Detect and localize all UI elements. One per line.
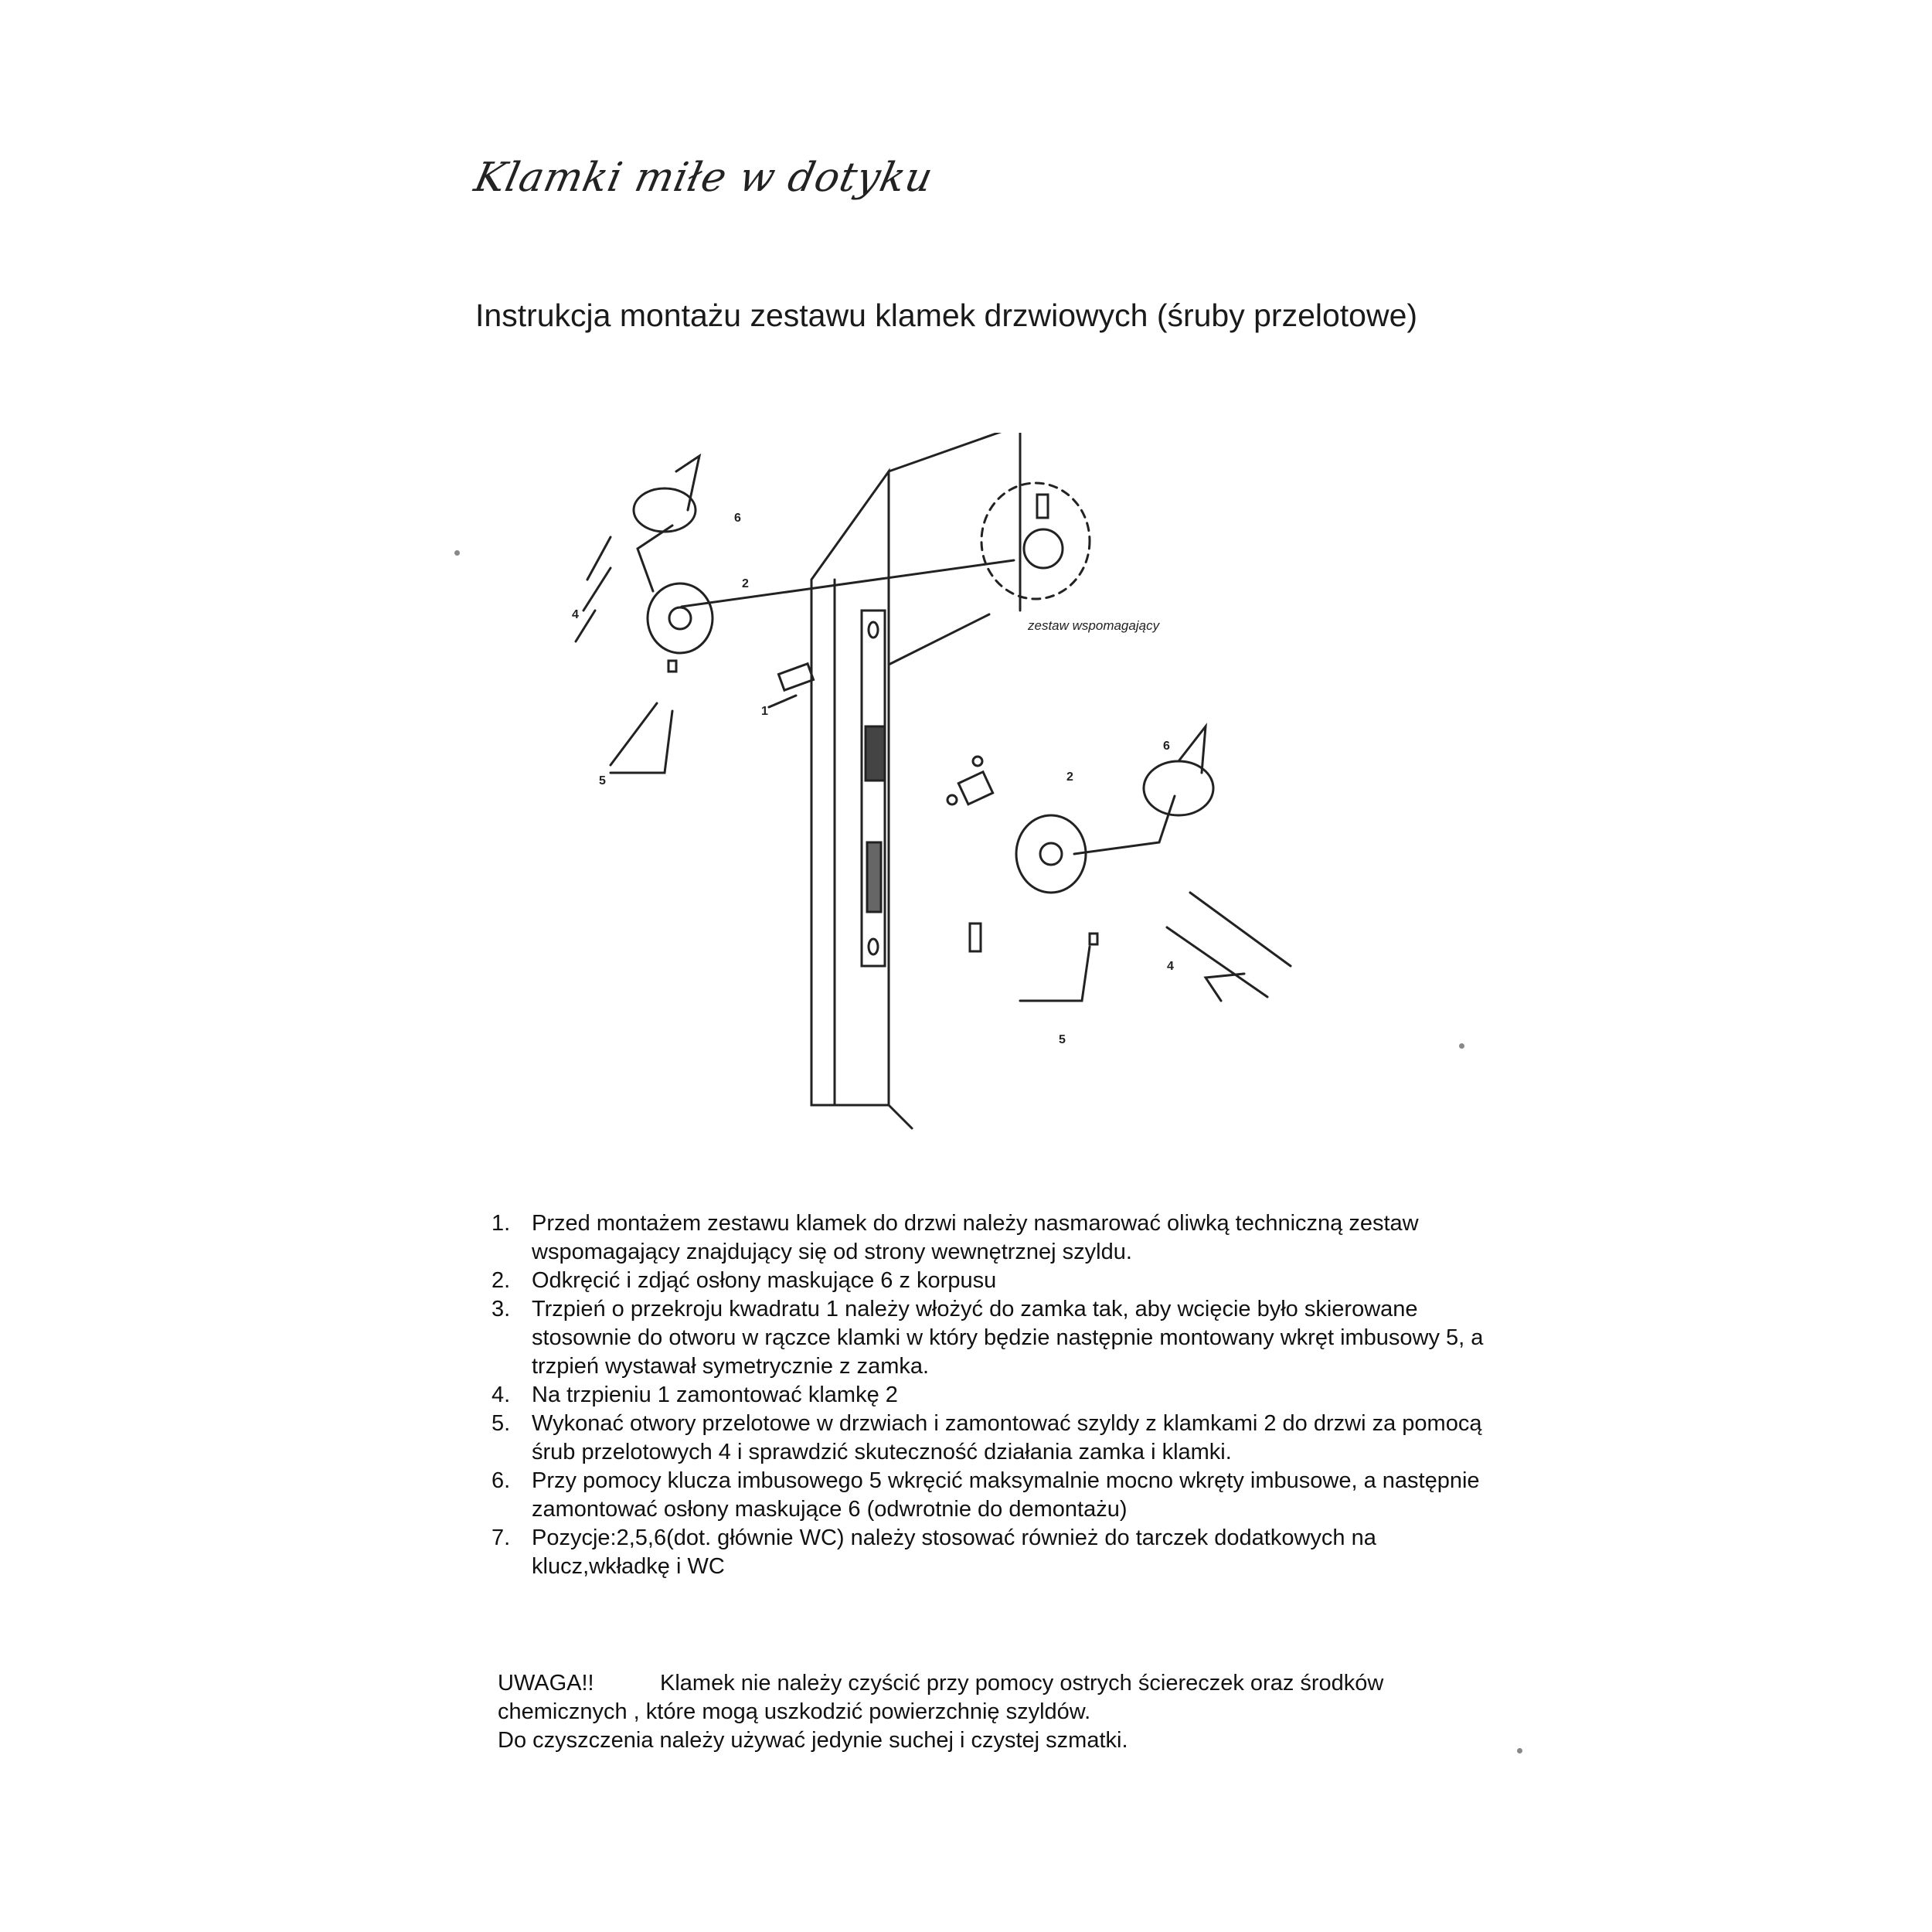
label-6-right: 6 (1163, 740, 1170, 753)
brand-signature: Klamki miłe w dotyku (470, 155, 937, 201)
label-5-right: 5 (1059, 1033, 1066, 1046)
label-2-right: 2 (1066, 770, 1073, 784)
cleaning-note: Do czyszczenia należy używać jedynie suchej i czystej szmatki. (498, 1728, 1128, 1753)
warning-heading: UWAGA!! (498, 1671, 594, 1696)
lock-body (862, 611, 885, 966)
page-title: Instrukcja montażu zestawu klamek drzwiowych (śruby przelotowe) (475, 298, 1418, 333)
label-4-right: 4 (1167, 960, 1174, 973)
label-1: 1 (761, 705, 768, 718)
scan-speck (1459, 1043, 1464, 1049)
step-item: 7. Pozycje:2,5,6(dot. głównie WC) należy stosować również do tarczek dodatkowych na klucz,wkładkę i WC (492, 1526, 1376, 1579)
label-6-left: 6 (734, 512, 741, 525)
step-item: 2. Odkręcić i zdjąć osłony maskujące 6 z korpusu (492, 1268, 997, 1293)
warning-notice (498, 1669, 1502, 1755)
left-handle-assembly (576, 456, 1014, 773)
step-item: 1. Przed montażem zestawu klamek do drzwi należy nasmarować oliwką techniczną zestaw wspomagający znajdujący się od strony wewnętrznej szyldu. (492, 1211, 1419, 1264)
warning-body: Klamek nie należy czyścić przy pomocy ostrych ściereczek oraz środków chemicznych , które mogą uszkodzić powierzchnię szyldów. (498, 1671, 1384, 1724)
right-handle-assembly (947, 726, 1291, 1001)
label-5-left: 5 (599, 774, 606, 787)
door-drawing (811, 433, 1020, 1128)
instruction-steps (492, 1209, 1496, 1581)
assembly-illustration (433, 433, 1530, 1144)
label-4-left: 4 (572, 608, 579, 621)
step-item: 5. Wykonać otwory przelotowe w drzwiach i zamontować szyldy z klamkami 2 do drzwi za pomocą śrub przelotowych 4 i sprawdzić skuteczność działania zamka i klamki. (492, 1411, 1482, 1464)
scan-speck (1517, 1748, 1522, 1753)
figure-caption: zestaw wspomagający (1028, 618, 1160, 633)
step-item: 4. Na trzpieniu 1 zamontować klamkę 2 (492, 1383, 898, 1407)
spindle-part-1 (769, 664, 814, 707)
step-item: 3. Trzpień o przekroju kwadratu 1 należy włożyć do zamka tak, aby wcięcie było skierowane stosownie do otworu w rączce klamki w który będzie następnie montowany wkręt imbusowy 5, a trzpień wystawał symetrycznie z zamka. (492, 1297, 1484, 1379)
zoom-detail (981, 483, 1090, 599)
step-item: 6. Przy pomocy klucza imbusowego 5 wkręcić maksymalnie mocno wkręty imbusowe, a następnie zamontować osłony maskujące 6 (odwrotnie do demontażu) (492, 1468, 1480, 1522)
label-2-left: 2 (742, 577, 749, 590)
scan-speck (454, 550, 460, 556)
